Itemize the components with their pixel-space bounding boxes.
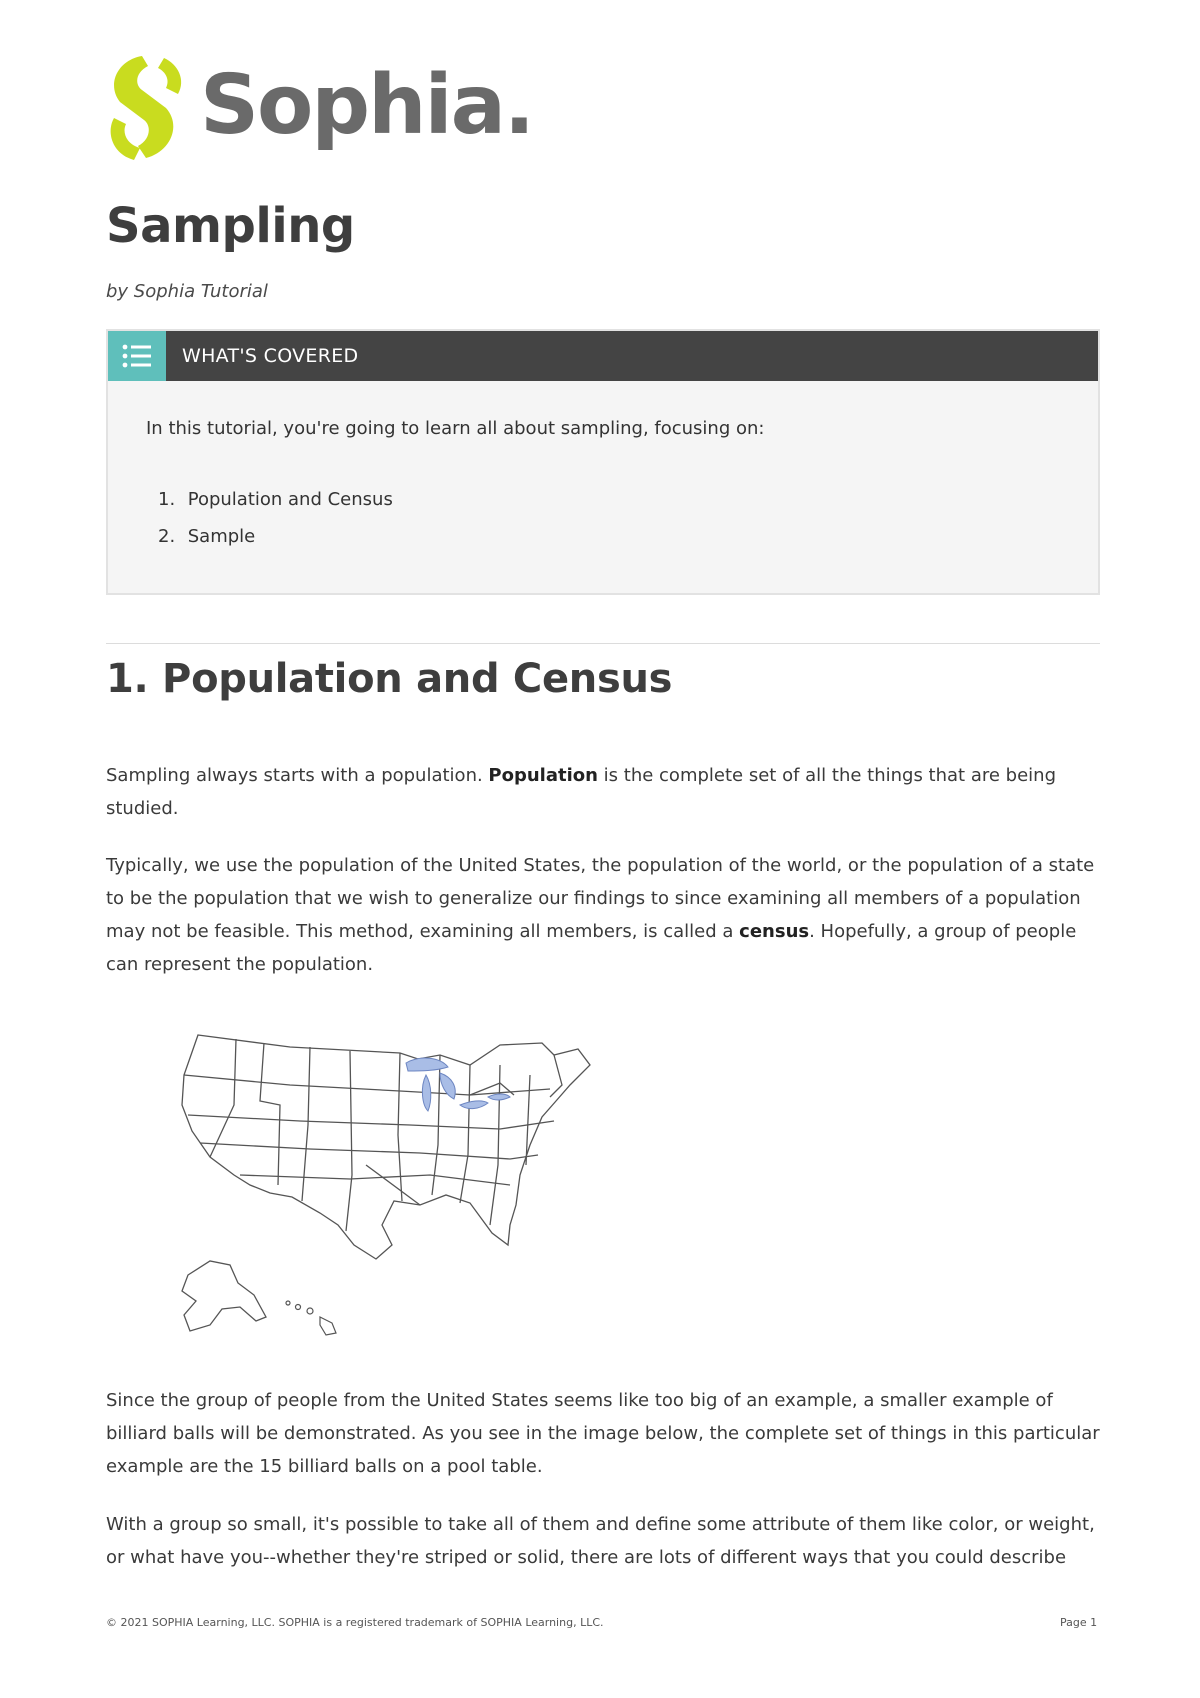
list-item: 1. Population and Census — [158, 489, 393, 510]
section-heading: 1. Population and Census — [106, 656, 673, 702]
list-icon — [108, 331, 166, 381]
byline: by Sophia Tutorial — [106, 281, 268, 302]
term-census: census — [739, 921, 810, 942]
whats-covered-header — [108, 331, 1098, 381]
paragraph-population: Sampling always starts with a population. Population is the complete set of all the things that are being studied. — [106, 765, 1056, 819]
whats-covered-title: WHAT'S COVERED — [182, 345, 359, 367]
footer-copyright: © 2021 SOPHIA Learning, LLC. SOPHIA is a registered trademark of SOPHIA Learning, LLC. — [106, 1616, 604, 1629]
page-title: Sampling — [106, 198, 355, 254]
sophia-logo-mark-icon — [104, 54, 194, 164]
us-map — [170, 1025, 620, 1350]
paragraph-census: Typically, we use the population of the United States, the population of the world, or the population of a state to be the population that we wish to generalize our findings to since examining all members of a population may not be feasible. This method, examining all members, is called a census. Hopefully, a group of people can represent the population. — [106, 855, 1095, 975]
list-item: 2. Sample — [158, 526, 256, 547]
whats-covered-list — [158, 489, 393, 563]
sophia-logo-text: Sophia. — [200, 58, 534, 153]
whats-covered-intro: In this tutorial, you're going to learn all about sampling, focusing on: — [146, 418, 765, 439]
section-divider — [106, 643, 1100, 644]
footer-page-number: Page 1 — [1060, 1616, 1098, 1629]
whats-covered-box — [106, 329, 1100, 595]
paragraph-attributes: With a group so small, it's possible to take all of them and define some attribute of them like color, or weight, or what have you--whether they're striped or solid, there are lots of different ways that you could describe — [106, 1514, 1095, 1568]
paragraph-billiard-example: Since the group of people from the United States seems like too big of an example, a smaller example of billiard balls will be demonstrated. As you see in the image below, the complete set of things in this particular example are the 15 billiard balls on a pool table. — [106, 1390, 1100, 1477]
sophia-logo — [104, 54, 534, 164]
term-population: Population — [488, 765, 598, 786]
